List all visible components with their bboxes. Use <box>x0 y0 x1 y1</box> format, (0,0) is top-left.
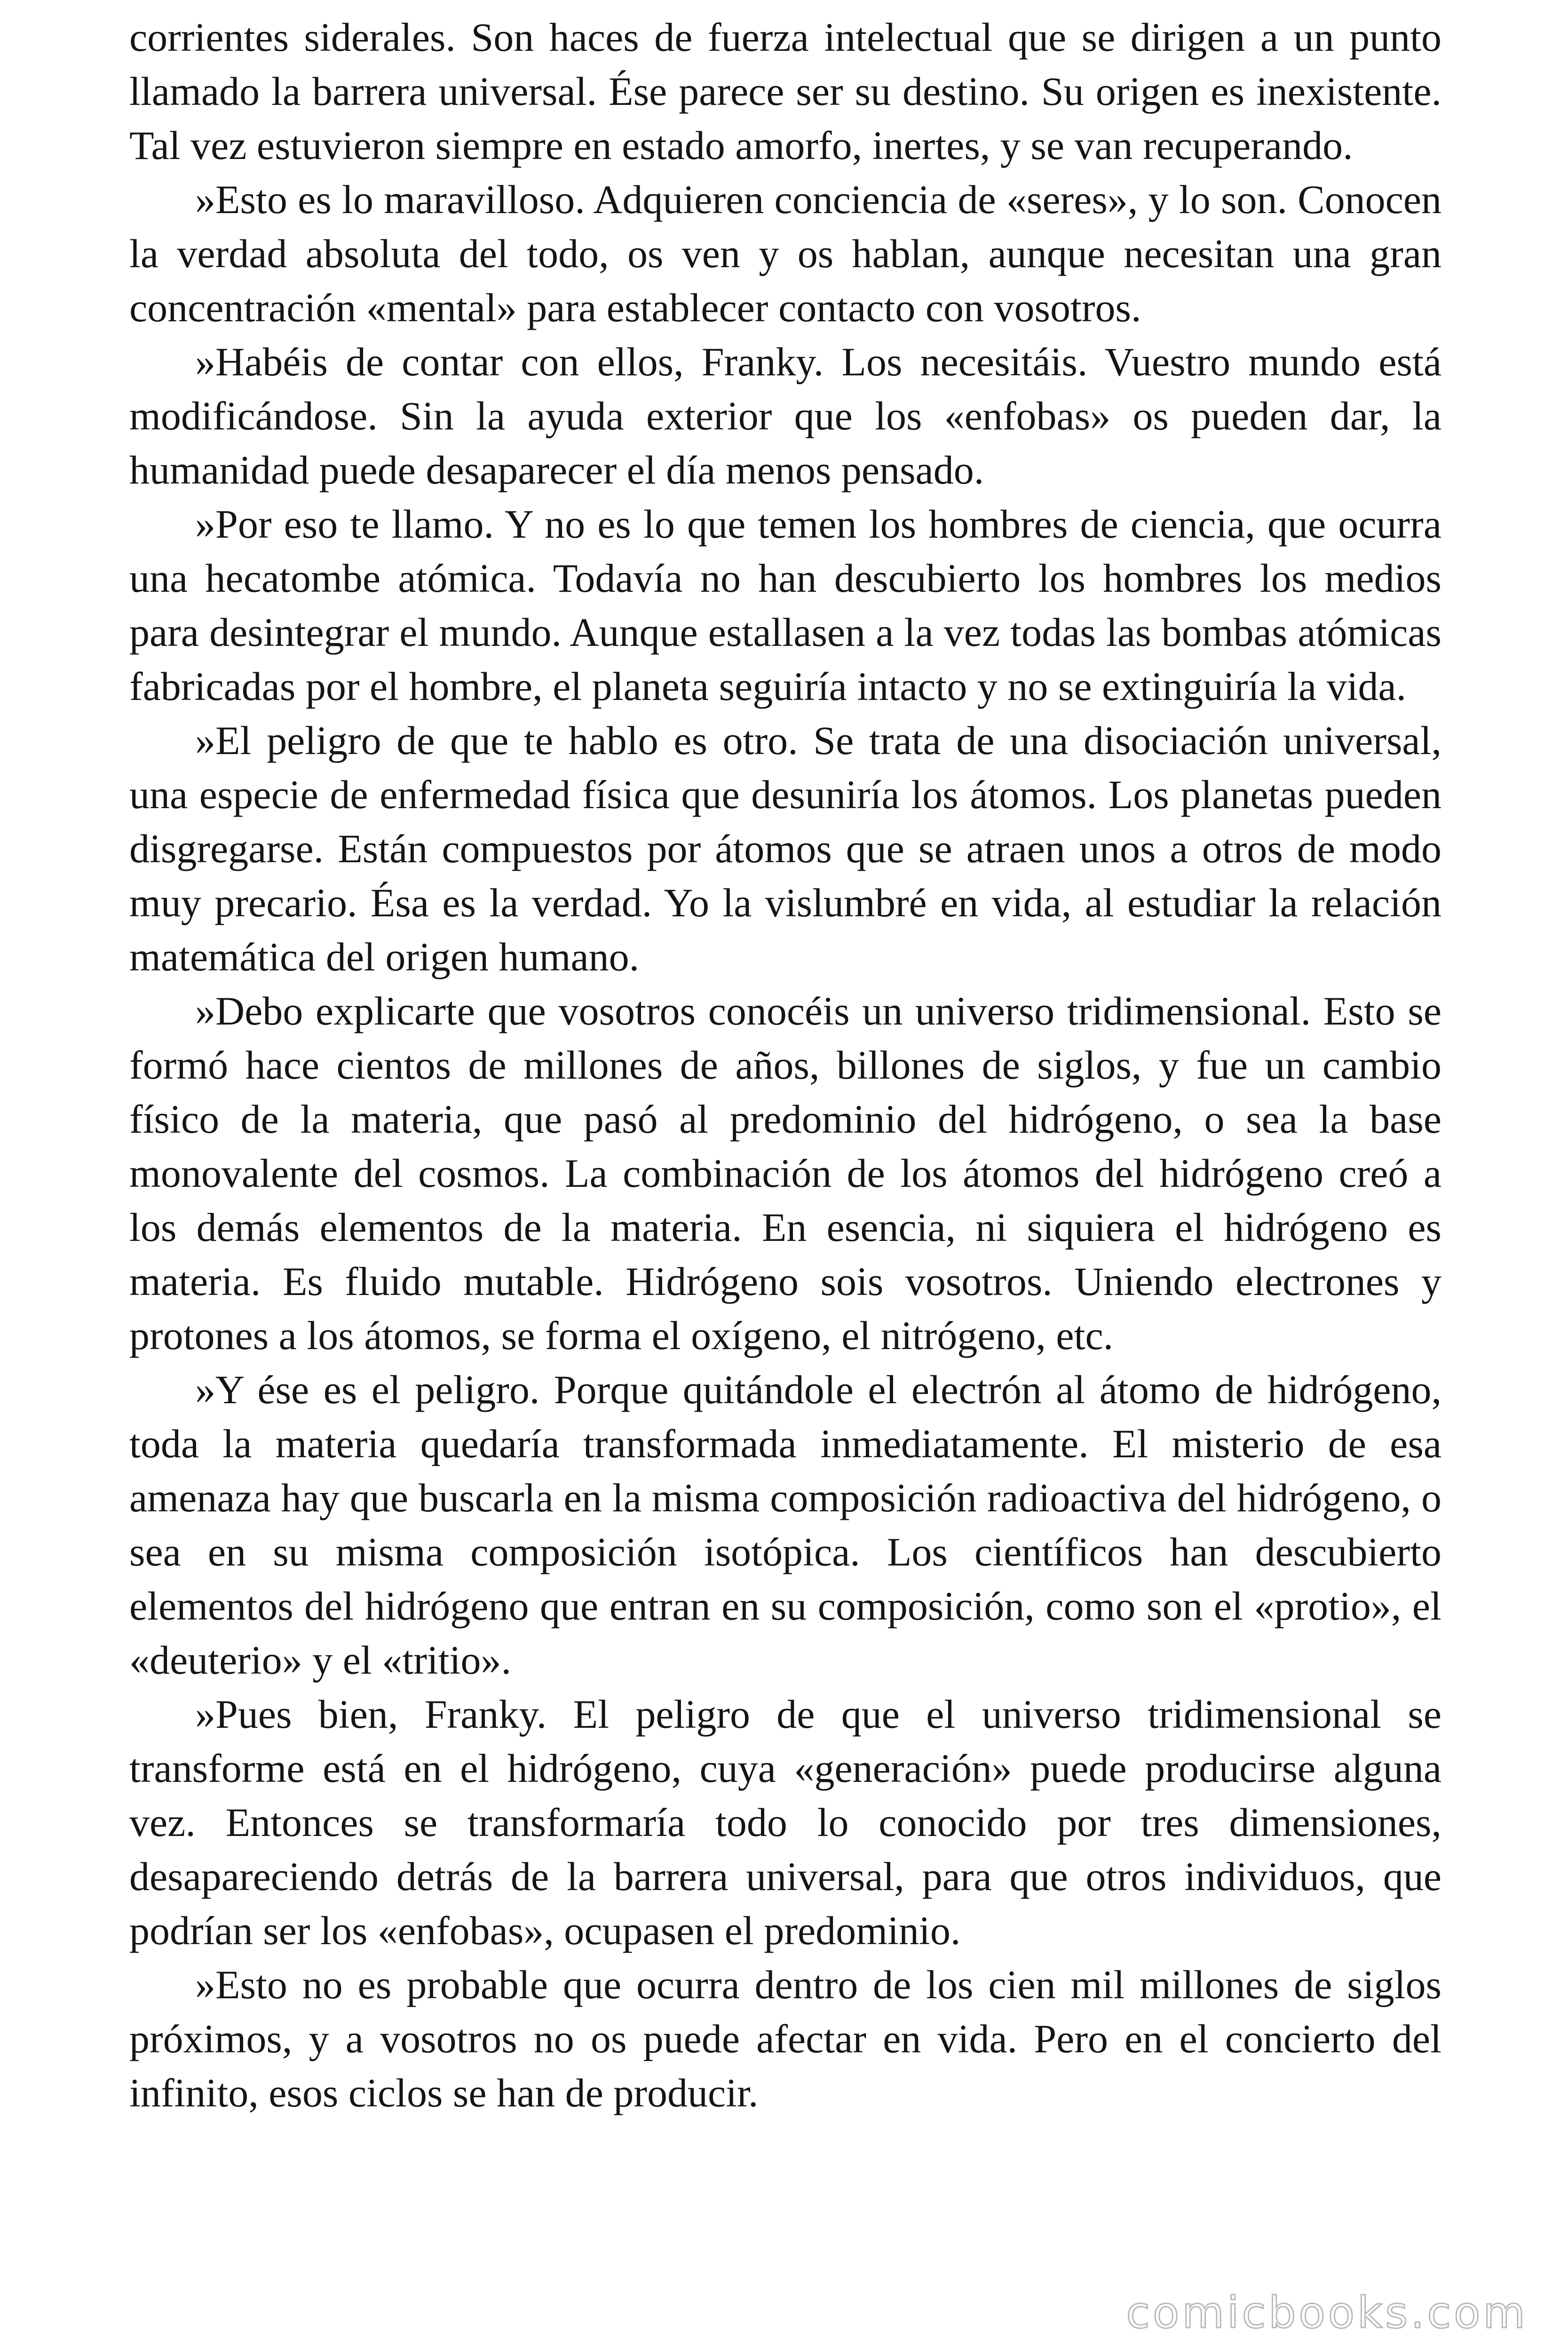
body-text <box>129 10 1441 2120</box>
watermark: comicbooks.com <box>1126 2288 1528 2338</box>
paragraph-3: »Habéis de contar con ellos, Franky. Los necesitáis. Vuestro mundo está modificándose. Sin la ayuda exterior que los «enfobas» os pueden dar, la humanidad puede desaparecer el día menos pensado. <box>129 339 1441 493</box>
paragraph-9: »Esto no es probable que ocurra dentro de los cien mil millones de siglos próximos, y a vosotros no os puede afectar en vida. Pero en el concierto del infinito, esos ciclos se han de producir. <box>129 1962 1441 2115</box>
paragraph-8: »Pues bien, Franky. El peligro de que el universo tridimensional se transforme está en el hidrógeno, cuya «generación» puede producirse alguna vez. Entonces se transformaría todo lo conocido por tres dimensiones, desapareciendo detrás de la barrera universal, para que otros individuos, que podrían ser los «enfobas», ocupasen el predominio. <box>129 1692 1441 1953</box>
paragraph-7: »Y ése es el peligro. Porque quitándole el electrón al átomo de hidrógeno, toda la materia quedaría transformada inmediatamente. El misterio de esa amenaza hay que buscarla en la misma composición radioactiva del hidrógeno, o sea en su misma composición isotópica. Los científicos han descubierto elementos del hidrógeno que entran en su composición, como son el «protio», el «deuterio» y el «tritio». <box>129 1367 1441 1683</box>
paragraph-1: corrientes siderales. Son haces de fuerza intelectual que se dirigen a un punto llamado la barrera universal. Ése parece ser su destino. Su origen es inexistente. Tal vez estuvieron siempre en estado amorfo, inertes, y se van recuperando. <box>129 15 1441 168</box>
paragraph-6: »Debo explicarte que vosotros conocéis un universo tridimensional. Esto se formó hace cientos de millones de años, billones de siglos, y fue un cambio físico de la materia, que pasó al predominio del hidrógeno, o sea la base monovalente del cosmos. La combinación de los átomos del hidrógeno creó a los demás elementos de la materia. En esencia, ni siquiera el hidrógeno es materia. Es fluido mutable. Hidrógeno sois vosotros. Uniendo electrones y protones a los átomos, se forma el oxígeno, el nitrógeno, etc. <box>129 988 1441 1358</box>
paragraph-5: »El peligro de que te hablo es otro. Se trata de una disociación universal, una especie de enfermedad física que desuniría los átomos. Los planetas pueden disgregarse. Están compuestos por átomos que se atraen unos a otros de modo muy precario. Ésa es la verdad. Yo la vislumbré en vida, al estudiar la relación matemática del origen humano. <box>129 718 1441 979</box>
paragraph-2: »Esto es lo maravilloso. Adquieren conciencia de «seres», y lo son. Conocen la verdad absoluta del todo, os ven y os hablan, aunque necesitan una gran concentración «mental» para establecer contacto con vosotros. <box>129 177 1441 330</box>
paragraph-4: »Por eso te llamo. Y no es lo que temen los hombres de ciencia, que ocurra una hecatombe atómica. Todavía no han descubierto los hombres los medios para desintegrar el mundo. Aunque estallasen a la vez todas las bombas atómicas fabricadas por el hombre, el planeta seguiría intacto y no se extinguiría la vida. <box>129 501 1441 709</box>
